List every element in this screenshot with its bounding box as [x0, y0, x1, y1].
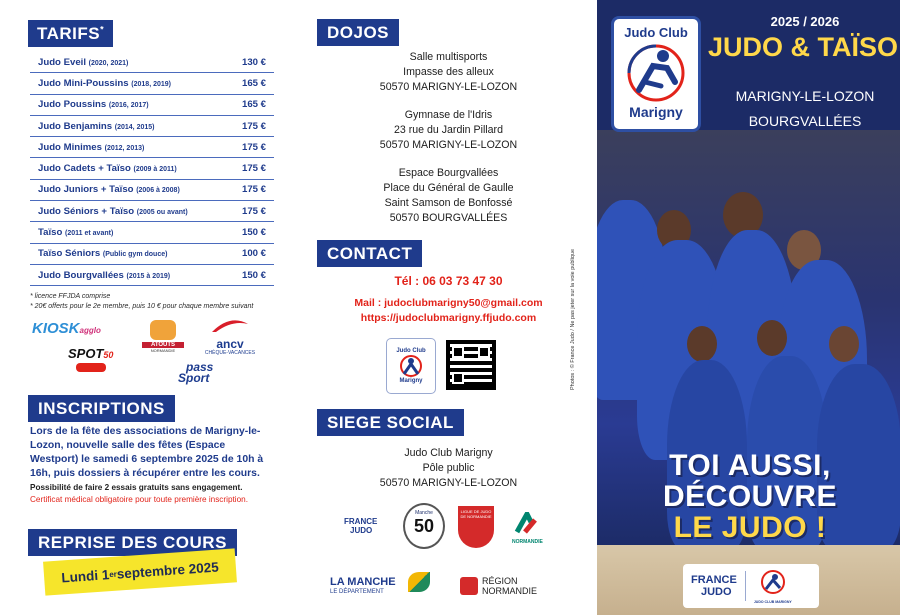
- tarif-row: [30, 222, 274, 243]
- france-judo-logo: FRANCE JUDO: [344, 517, 378, 535]
- siege-address: Judo Club Marigny Pôle public 50570 MARIGNY-LE-LOZON: [379, 447, 518, 489]
- region-normandie-logo: RÉGION NORMANDIE: [460, 576, 537, 596]
- atouts-normandie-logo: ATOUTS NORMANDIE: [142, 320, 184, 358]
- kiosk-logo: KIOSKagglo: [32, 320, 101, 337]
- tarifs-table: [30, 52, 274, 286]
- tarif-price: 165 €: [241, 77, 266, 89]
- city-2: BOURGVALLÉES: [748, 113, 862, 129]
- website-link[interactable]: https://judoclubmarigny.ffjudo.com: [360, 312, 537, 324]
- reprise-date: Lundi 1 er septembre 2025: [43, 548, 237, 595]
- judoka-icon: [399, 354, 423, 378]
- city-1: MARIGNY-LE-LOZON: [735, 88, 875, 104]
- tarifs-panel: [0, 0, 300, 615]
- tarif-label: Judo Eveil (2020, 2021): [38, 56, 129, 68]
- slogan-line-1: TOI AUSSI,: [669, 449, 831, 482]
- france-judo-badge: FRANCE JUDO JUDO CLUB MARIGNY: [683, 564, 819, 608]
- slogan-line-3: LE JUDO !: [673, 511, 827, 544]
- dojos-panel: [300, 0, 597, 615]
- slogan-line-2: DÉCOUVRE: [662, 480, 838, 513]
- club-logo-small: Judo Club Marigny: [386, 338, 436, 394]
- tarif-price: 150 €: [241, 227, 266, 239]
- contact-heading: CONTACT: [317, 240, 422, 267]
- siege-heading: SIEGE SOCIAL: [317, 409, 464, 436]
- discount-note: * 20€ offerts pour le 2e membre, puis 10 € pour chaque membre suivant: [30, 303, 254, 310]
- email-link[interactable]: Mail : judoclubmarigny50@gmail.com: [354, 297, 543, 309]
- main-title: JUDO & TAÏSO: [707, 32, 898, 62]
- tarif-row: [30, 137, 274, 158]
- spot50-logo: SPOT50: [68, 346, 113, 372]
- tarif-label: Judo Mini-Poussins (2018, 2019): [38, 77, 171, 89]
- la-manche-logo: LA MANCHE LE DÉPARTEMENT: [330, 576, 396, 595]
- ancv-bird-icon: [210, 318, 250, 334]
- qr-code[interactable]: [446, 340, 496, 390]
- tarif-label: Judo Séniors + Taïso (2005 ou avant): [38, 205, 188, 217]
- inscriptions-text: Lors de la fête des associations de Marigny-le-Lozon, nouvelle salle des fêtes (Espace Westport) le samedi 6 septembre 2025 de 10h à 16h, puis dossiers à récupérer entre les cours.: [30, 426, 264, 479]
- tarif-row: [30, 244, 274, 265]
- tarif-price: 175 €: [241, 120, 266, 132]
- phone-link[interactable]: Tél : 06 03 73 47 30: [394, 274, 503, 288]
- tarif-label: Judo Cadets + Taïso (2009 à 2011): [38, 163, 177, 175]
- ligue-normandie-logo: LIGUE DE JUDO DE NORMANDIE: [458, 506, 494, 548]
- dojo-3: Espace Bourgvallées Place du Général de Gaulle Saint Samson de Bonfossé 50570 BOURGVALLÉES: [383, 167, 514, 224]
- dojo-1: Salle multisports Impasse des alleux 50570 MARIGNY-LE-LOZON: [379, 51, 518, 93]
- club-emblem-icon: [760, 569, 786, 595]
- tarif-row: [30, 180, 274, 201]
- licence-note: * licence FFJDA comprise: [30, 293, 111, 300]
- tarif-label: Judo Benjamins (2014, 2015): [38, 120, 155, 132]
- dojo-2: Gymnase de l'Idris 23 rue du Jardin Pillard 50570 MARIGNY-LE-LOZON: [379, 109, 518, 151]
- tarif-price: 175 €: [241, 163, 266, 175]
- tarif-price: 165 €: [241, 99, 266, 111]
- ancv-logo: ancv CHÈQUE-VACANCES: [198, 318, 262, 356]
- tarif-price: 175 €: [241, 184, 266, 196]
- tarif-price: 150 €: [241, 269, 266, 281]
- tarif-row: [30, 116, 274, 137]
- tarif-label: Judo Juniors + Taïso (2006 à 2008): [38, 184, 180, 196]
- tarif-price: 100 €: [241, 248, 266, 260]
- certificat-text: Certificat médical obligatoire pour toute première inscription.: [30, 495, 248, 504]
- tarif-label: Judo Minimes (2012, 2013): [38, 141, 145, 153]
- photo-credit: Photos : © France Judo / Ne pas jeter sur la voie publique: [570, 248, 576, 390]
- tarif-row: [30, 265, 274, 286]
- la-manche-wave-icon: [408, 572, 430, 592]
- tarifs-heading: TARIFS*: [28, 20, 113, 47]
- tarif-label: Judo Poussins (2016, 2017): [38, 99, 149, 111]
- dojos-heading: DOJOS: [317, 19, 399, 46]
- tarif-price: 175 €: [241, 205, 266, 217]
- tarif-label: Taïso (2011 et avant): [38, 227, 114, 239]
- season: 2025 / 2026: [770, 14, 840, 29]
- tarif-row: [30, 158, 274, 179]
- cover-panel: [597, 0, 900, 615]
- tarif-row: [30, 73, 274, 94]
- tarif-label: Taïso Séniors (Public gym douce): [38, 248, 168, 260]
- tarif-label: Judo Bourgvallées (2015 à 2019): [38, 269, 171, 281]
- reprise-heading: REPRISE DES COURS: [28, 529, 237, 556]
- credit-agricole-logo: NORMANDIE: [512, 512, 543, 545]
- judoka-emblem-icon: [621, 42, 691, 104]
- tarif-price: 175 €: [241, 141, 266, 153]
- inscriptions-heading: INSCRIPTIONS: [28, 395, 175, 422]
- tarif-row: [30, 201, 274, 222]
- credit-agricole-icon: [513, 512, 541, 534]
- club-logo: Judo Club Marigny: [611, 16, 701, 132]
- manche-50-logo: Manche 50: [403, 503, 445, 549]
- pass-sport-logo: pass Sport: [178, 360, 214, 385]
- essais-text: Possibilité de faire 2 essais gratuits sans engagement.: [30, 483, 243, 492]
- tarif-row: [30, 52, 274, 73]
- tarif-price: 130 €: [241, 56, 266, 68]
- tarif-row: [30, 95, 274, 116]
